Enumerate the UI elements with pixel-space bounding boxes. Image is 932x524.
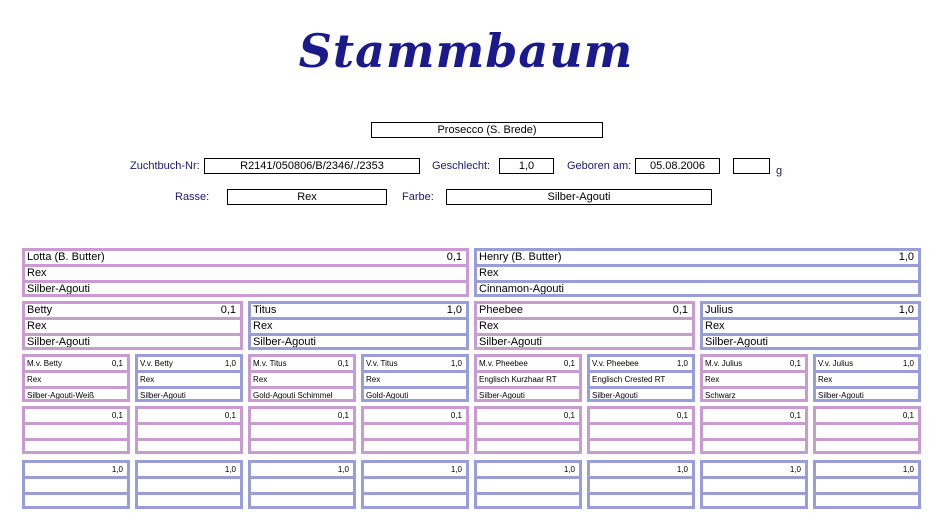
pedigree-card [22,248,469,297]
pedigree-card [22,354,130,402]
pedigree-sex-text: 1,0 [789,465,801,474]
pedigree-sex-text: 0,1 [220,304,236,316]
gewicht-unit: g [776,165,783,177]
pedigree-card [135,460,243,509]
pedigree-rasse-text: Rex [27,375,42,384]
pedigree-name-text: V.v. Betty [140,359,173,368]
pedigree-card [135,354,243,402]
pedigree-farbe-text: Silber-Agouti [27,336,90,348]
pedigree-sex-text: 0,1 [450,411,462,420]
pedigree-name-text: Titus [253,304,277,316]
pedigree-sex-text: 1,0 [902,359,914,368]
pedigree-farbe-text: Silber-Agouti [140,391,186,400]
pedigree-name-text: V.v. Pheebee [592,359,639,368]
pedigree-name-text: M.v. Pheebee [479,359,528,368]
pedigree-sex-text: 1,0 [337,465,349,474]
pedigree-card [22,406,130,454]
pedigree-farbe-field[interactable] [22,333,243,350]
pedigree-rasse-text: Rex [140,375,155,384]
pedigree-card [474,460,582,509]
pedigree-card [474,301,695,350]
pedigree-farbe-field[interactable] [813,492,921,509]
pedigree-rasse-text: Rex [253,320,273,332]
geschlecht-label: Geschlecht: [432,160,491,172]
pedigree-farbe-field[interactable] [700,438,808,454]
pedigree-farbe-field[interactable] [22,386,130,402]
pedigree-card [361,354,469,402]
pedigree-farbe-field[interactable] [361,492,469,509]
pedigree-farbe-text: Silber-Agouti [27,283,90,295]
pedigree-card [361,460,469,509]
pedigree-sex-text: 1,0 [224,359,236,368]
pedigree-farbe-field[interactable] [587,438,695,454]
animal-name-field[interactable]: Prosecco (S. Brede) [371,122,603,138]
rasse-label: Rasse: [175,191,210,203]
pedigree-sex-text: 0,1 [902,411,914,420]
pedigree-rasse-text: Rex [705,320,725,332]
pedigree-farbe-field[interactable] [474,386,582,402]
pedigree-farbe-field[interactable] [22,492,130,509]
page-title: Stammbaum [298,24,634,78]
pedigree-farbe-field[interactable] [813,438,921,454]
pedigree-sex-text: 1,0 [563,465,575,474]
pedigree-card [700,406,808,454]
pedigree-farbe-field[interactable] [587,492,695,509]
pedigree-card [700,354,808,402]
pedigree-rasse-text: Englisch Crested RT [592,375,666,384]
pedigree-farbe-text: Schwarz [705,391,736,400]
pedigree-farbe-field[interactable] [135,492,243,509]
pedigree-farbe-field[interactable] [248,438,356,454]
pedigree-farbe-text: Silber-Agouti [592,391,638,400]
pedigree-name-text: M.v. Titus [253,359,287,368]
pedigree-farbe-text: Gold-Agouti [366,391,409,400]
pedigree-farbe-field[interactable] [587,386,695,402]
pedigree-farbe-text: Cinnamon-Agouti [479,283,564,295]
pedigree-card [700,301,921,350]
pedigree-sex-text: 0,1 [672,304,688,316]
pedigree-sex-text: 0,1 [111,359,123,368]
pedigree-card [474,248,921,297]
pedigree-rasse-text: Rex [705,375,720,384]
pedigree-card [813,406,921,454]
pedigree-farbe-field[interactable] [700,386,808,402]
pedigree-sex-text: 1,0 [898,251,914,263]
pedigree-sex-text: 1,0 [450,359,462,368]
pedigree-name-text: Julius [705,304,734,316]
pedigree-farbe-field[interactable] [22,438,130,454]
pedigree-farbe-text: Silber-Agouti [479,336,542,348]
farbe-label: Farbe: [402,191,434,203]
pedigree-rasse-text: Rex [479,267,499,279]
pedigree-card [587,354,695,402]
pedigree-name-text: V.v. Julius [818,359,854,368]
pedigree-farbe-text: Silber-Agouti-Weiß [27,391,94,400]
pedigree-card [813,354,921,402]
pedigree-farbe-field[interactable] [248,386,356,402]
pedigree-card [474,354,582,402]
pedigree-farbe-field[interactable] [813,386,921,402]
pedigree-farbe-field[interactable] [22,280,469,297]
pedigree-sex-text: 1,0 [446,304,462,316]
pedigree-sex-text: 1,0 [676,465,688,474]
pedigree-rasse-text: Rex [818,375,833,384]
pedigree-sex-text: 0,1 [563,411,575,420]
pedigree-sex-text: 0,1 [676,411,688,420]
pedigree-card [135,406,243,454]
geboren-label: Geboren am: [567,160,632,172]
zuchtbuch-field[interactable]: R2141/050806/B/2346/./2353 [204,158,420,174]
pedigree-name-text: Lotta (B. Butter) [27,251,105,263]
pedigree-card [248,406,356,454]
pedigree-rasse-text: Rex [253,375,268,384]
pedigree-farbe-field[interactable] [474,438,582,454]
pedigree-name-text: V.v. Titus [366,359,398,368]
pedigree-name-text: M.v. Betty [27,359,62,368]
pedigree-sex-text: 0,1 [337,359,349,368]
pedigree-farbe-text: Silber-Agouti [705,336,768,348]
pedigree-farbe-field[interactable] [248,333,469,350]
pedigree-card [248,301,469,350]
pedigree-name-text: Henry (B. Butter) [479,251,562,263]
pedigree-farbe-text: Silber-Agouti [479,391,525,400]
zuchtbuch-label: Zuchtbuch-Nr: [130,160,200,172]
pedigree-rasse-text: Rex [479,320,499,332]
pedigree-card [361,406,469,454]
pedigree-grid [22,248,926,510]
pedigree-farbe-text: Silber-Agouti [253,336,316,348]
pedigree-sex-text: 0,1 [224,411,236,420]
pedigree-sex-text: 1,0 [676,359,688,368]
pedigree-sex-text: 1,0 [902,465,914,474]
pedigree-sex-text: 0,1 [446,251,462,263]
pedigree-card [248,460,356,509]
pedigree-rasse-text: Rex [27,320,47,332]
geboren-field[interactable]: 05.08.2006 [635,158,720,174]
pedigree-sex-text: 1,0 [111,465,123,474]
pedigree-card [587,406,695,454]
pedigree-name-text: M.v. Julius [705,359,743,368]
pedigree-sex-text: 1,0 [224,465,236,474]
pedigree-sex-text: 1,0 [450,465,462,474]
pedigree-rasse-text: Englisch Kurzhaar RT [479,375,557,384]
farbe-field[interactable]: Silber-Agouti [446,189,712,205]
pedigree-farbe-field[interactable] [361,438,469,454]
pedigree-card [474,406,582,454]
rasse-field[interactable]: Rex [227,189,387,205]
pedigree-sex-text: 0,1 [337,411,349,420]
pedigree-sex-text: 0,1 [789,359,801,368]
pedigree-farbe-field[interactable] [135,386,243,402]
gewicht-field[interactable] [733,158,770,174]
pedigree-card [700,460,808,509]
pedigree-sex-text: 0,1 [789,411,801,420]
pedigree-farbe-text: Gold-Agouti Schimmel [253,391,333,400]
pedigree-farbe-field[interactable] [361,386,469,402]
pedigree-card [587,460,695,509]
pedigree-card [22,460,130,509]
pedigree-rasse-text: Rex [27,267,47,279]
pedigree-card [22,301,243,350]
pedigree-name-text: Pheebee [479,304,524,316]
pedigree-name-text: Betty [27,304,53,316]
pedigree-farbe-field[interactable] [474,333,695,350]
pedigree-farbe-text: Silber-Agouti [818,391,864,400]
pedigree-farbe-field[interactable] [135,438,243,454]
pedigree-farbe-field[interactable] [474,280,921,297]
geschlecht-field[interactable]: 1,0 [499,158,554,174]
pedigree-sex-text: 1,0 [898,304,914,316]
pedigree-farbe-field[interactable] [248,492,356,509]
pedigree-card [813,460,921,509]
pedigree-farbe-field[interactable] [700,333,921,350]
pedigree-card [248,354,356,402]
pedigree-farbe-field[interactable] [700,492,808,509]
pedigree-rasse-text: Rex [366,375,381,384]
pedigree-sex-text: 0,1 [111,411,123,420]
pedigree-sex-text: 0,1 [563,359,575,368]
pedigree-farbe-field[interactable] [474,492,582,509]
